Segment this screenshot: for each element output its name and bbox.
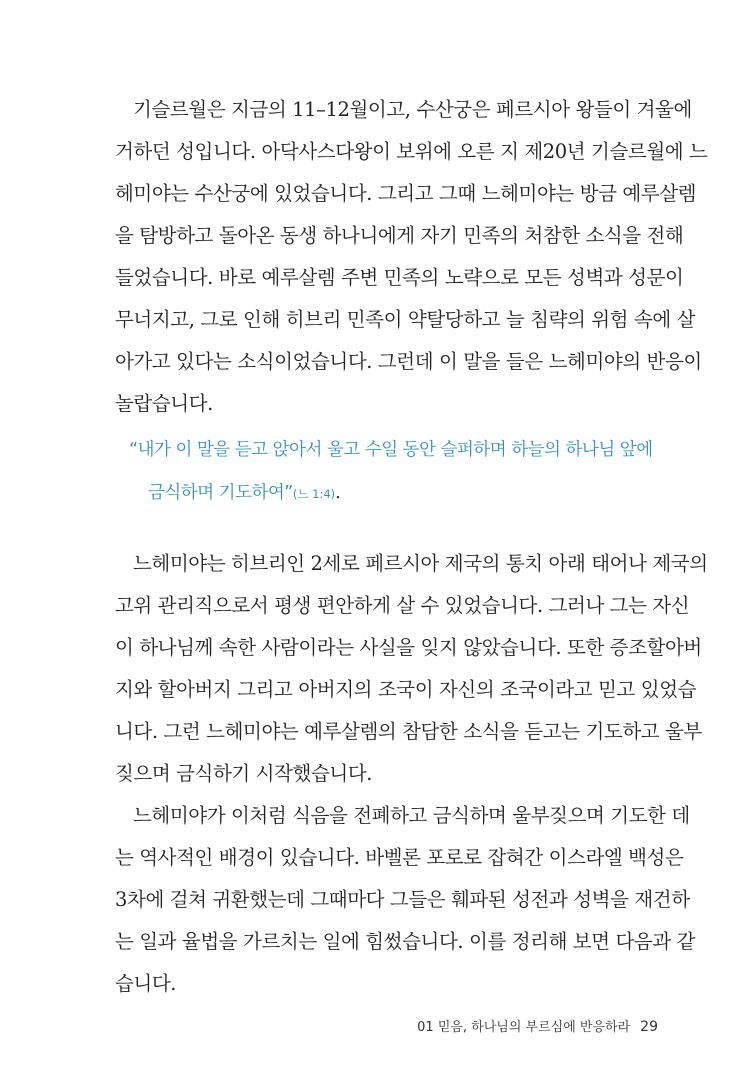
text-line: 헤미야는 수산궁에 있었습니다. 그리고 그때 느헤미야는 방금 예루살렘 — [115, 182, 697, 205]
text-line: 놀랍습니다. — [115, 392, 213, 415]
text-line: 지와 할아버지 그리고 아버지의 조국이 자신의 조국이라고 믿고 있었습 — [115, 678, 697, 701]
quote-line-continued — [148, 473, 668, 513]
text-line: 이 하나님께 속한 사람이라는 사실을 잊지 않았습니다. 또한 증조할아버 — [115, 636, 702, 659]
text-line: 기슬르월은 지금의 11–12월이고, 수산궁은 페르시아 왕들이 겨울에 — [133, 98, 692, 121]
chapter-title: 01 믿음, 하나님의 부르심에 반응하라 — [417, 1020, 631, 1035]
page-number: 29 — [640, 1019, 658, 1035]
text-line: 니다. 그런 느헤미야는 예루살렘의 참담한 소식을 듣고는 기도하고 울부 — [115, 720, 702, 743]
text-line: 짖으며 금식하기 시작했습니다. — [115, 762, 373, 785]
text-line: 을 탐방하고 돌아온 동생 하나니에게 자기 민족의 처참한 소식을 전해 — [115, 224, 684, 247]
text-line: 거하던 성입니다. 아닥사스다왕이 보위에 오른 지 제20년 기슬르월에 느 — [115, 140, 708, 163]
text-line: 는 일과 율법을 가르치는 일에 힘썼습니다. 이를 정리해 보면 다음과 같 — [115, 930, 696, 953]
text-line: 아가고 있다는 소식이었습니다. 그런데 이 말을 들은 느헤미야의 반응이 — [115, 350, 702, 373]
quote-period: . — [335, 483, 341, 503]
text-line: 는 역사적인 배경이 있습니다. 바벨론 포로로 잡혀간 이스라엘 백성은 — [115, 846, 684, 869]
quote-line: “내가 이 말을 듣고 앉아서 울고 수일 동안 슬퍼하며 하늘의 하나님 앞에 — [129, 440, 653, 460]
text-line: 습니다. — [115, 972, 177, 995]
page-footer — [417, 1016, 658, 1038]
text-line: 고위 관리직으로서 평생 편안하게 살 수 있었습니다. 그러나 그는 자신 — [115, 594, 690, 617]
scripture-reference: (느 1:4) — [292, 487, 336, 501]
text-line: 느헤미야는 히브리인 2세로 페르시아 제국의 통치 아래 태어나 제국의 — [133, 552, 708, 575]
quote-text: 금식하며 기도하여” — [148, 483, 293, 503]
text-line: 무너지고, 그로 인해 히브리 민족이 약탈당하고 늘 침략의 위험 속에 살 — [115, 308, 696, 331]
text-line: 느헤미야가 이처럼 식음을 전폐하고 금식하며 울부짖으며 기도한 데 — [133, 804, 690, 827]
text-line: 들었습니다. 바로 예루살렘 주변 민족의 노략으로 모든 성벽과 성문이 — [115, 266, 684, 289]
text-line: 3차에 걸쳐 귀환했는데 그때마다 그들은 훼파된 성전과 성벽을 재건하 — [115, 888, 690, 911]
